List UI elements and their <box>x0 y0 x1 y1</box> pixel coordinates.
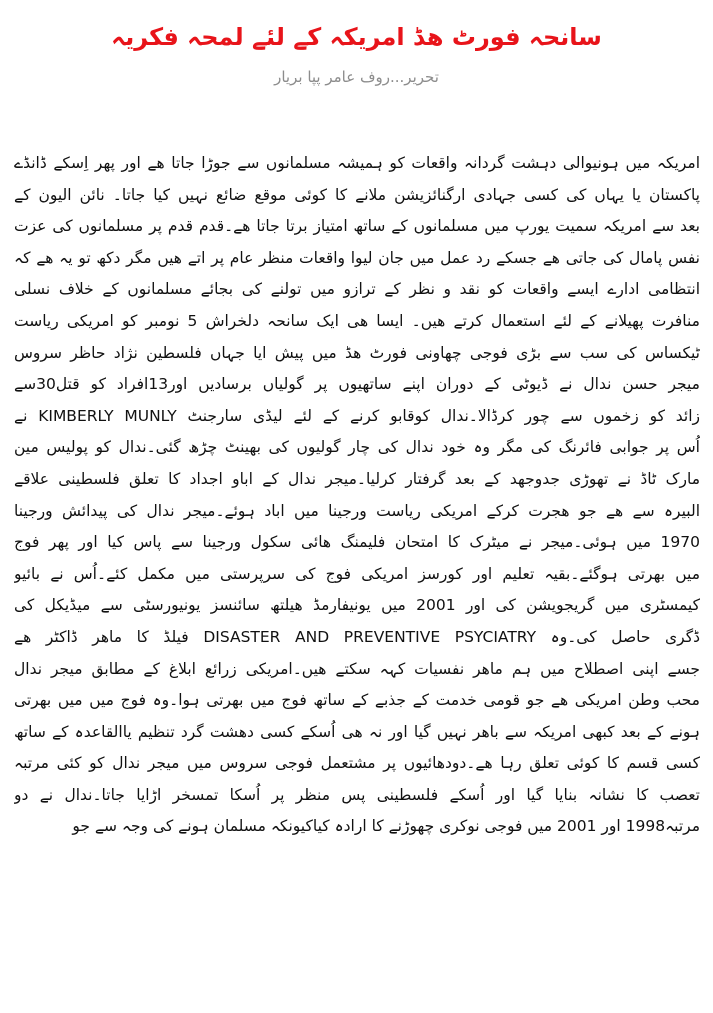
body-line: بعد سے امریکہ سمیت یورپ میں مسلمانوں کے ساتھ امتیاز برتا جاتا ھے۔قدم قدم پر مسلمانوں کی عزت <box>14 217 700 236</box>
body-line: البیرہ سے ھے جو ھجرت کرکے امریکی ریاست ورجینا میں اباد ہوئے۔میجر ندال کی پیدائش ورجینا <box>14 501 700 520</box>
body-line: انتظامی ادارے ایسے واقعات کو نقد و نظر کے ترازو میں تولنے کی بجائے مسلمانوں کے خلاف نسلی <box>14 280 700 299</box>
body-line: منافرت پھیلانے کے لئے استعمال کرتے ھیں۔ ایسا ھی ایک سانحہ دلخراش 5 نومبر کو امریکی ریاست <box>14 311 700 330</box>
article-byline: تحریر...روف عامر پپا بریار <box>274 68 439 86</box>
body-line: میجر حسن ندال نے ڈیوٹی کے دوران اپنے ساتھیوں پر گولیاں برسادیں اور13افراد کو قتل30سے <box>14 375 700 394</box>
body-line: مارک ٹاڈ نے تھوڑی جدوجھد کے بعد گرفتار کرلیا۔میجر ندال کے اباو اجداد کا تعلق فلسطینی علاقے <box>14 469 700 488</box>
body-line: اُس پر جوابی فائرنگ کی مگر وہ خود ندال کی چار گولیوں کی بھینٹ چڑھ گئی۔ندال کو پولیس مین <box>14 438 700 457</box>
body-line: پاکستان یا یہاں کی کسی جہادی ارگنائزیشن ملانے کا کوئی موقع ضائع نہیں کیا جاتا۔ نائن الیون کے <box>14 185 700 204</box>
body-line: ڈگری حاصل کی۔وہ DISASTER AND PREVENTIVE PSYCIATRY فیلڈ کا ماھر ڈاکٹر ھے <box>14 627 700 646</box>
body-line: ہونے کے بعد کبھی امریکہ سے باھر نہیں گیا اور نہ ھی اُسکے کسی دھشت گرد تنظیم یاالقاعدہ کے ساتھ <box>14 722 700 741</box>
article-title: سانحہ فورٹ ھڈ امریکہ کے لئے لمحہ فکریہ <box>111 23 602 51</box>
body-line: کیمسٹری میں گریجویشن کی اور 2001 میں یونیفارمڈ ھیلتھ سائنسز یونیورسٹی سے میڈیکل کی <box>14 596 700 615</box>
body-line: مرتبہ1998 اور 2001 میں فوجی نوکری چھوڑنے کا ارادہ کیاکیونکہ مسلمان ہونے کی وجہ سے جو <box>72 817 700 836</box>
body-line: ٹیکساس کی سب سے بڑی فوجی چھاونی فورٹ ھڈ میں پیش ایا جہاں فلسطین نژاد حاظر سروس <box>14 343 700 362</box>
body-line: نفس پامال کی جاتی ھے جسکے رد عمل میں جان لیوا واقعات منظر عام پر اتے ھیں مگر دکھ تو یہ ھے کہ <box>14 248 700 267</box>
article-body <box>14 148 700 843</box>
body-line: جسے اپنی اصطلاح میں ہم ماھر نفسیات کہہ سکتے ھیں۔امریکی زرائع ابلاغ کے مطابق میجر ندال <box>14 659 700 678</box>
body-line: محب وطن امریکی ھے جو قومی خدمت کے جذبے کے ساتھ فوج میں بھرتی ہوا۔وہ فوج میں میں بھرتی <box>14 691 700 710</box>
body-line: زائد کو زخموں سے چور کرڈالا۔ندال کوقابو کرنے کے لئے لیڈی سارجنٹ KIMBERLY MUNLY نے <box>14 406 700 425</box>
body-line: میں بھرتی ہوگئے۔بقیہ تعلیم اور کورسز امریکی فوج کی سرپرستی میں مکمل کئے۔اُس نے بائیو <box>14 564 700 583</box>
body-line: کسی قسم کا کوئی تعلق رہا ھے۔دودھائیوں پر مشتعمل فوجی سروس میں میجر ندال کو کئی مرتبہ <box>14 754 700 773</box>
body-line: تعصب کا نشانہ بنایا گیا اور اُسکے فلسطینی پس منظر پر اُسکا تمسخر اڑایا جاتا۔ندال نے دو <box>14 785 700 804</box>
body-line: 1970 میں ہوئی۔میجر نے میٹرک کا امتحان فلیمنگ ھائی سکول ورجینا سے پاس کیا اور پھر فوج <box>14 533 700 552</box>
body-line: امریکہ میں ہونیوالی دہشت گردانہ واقعات کو ہمیشہ مسلمانوں سے جوڑا جاتا ھے اور پھر اِسکے ڈانڈے <box>14 154 700 172</box>
